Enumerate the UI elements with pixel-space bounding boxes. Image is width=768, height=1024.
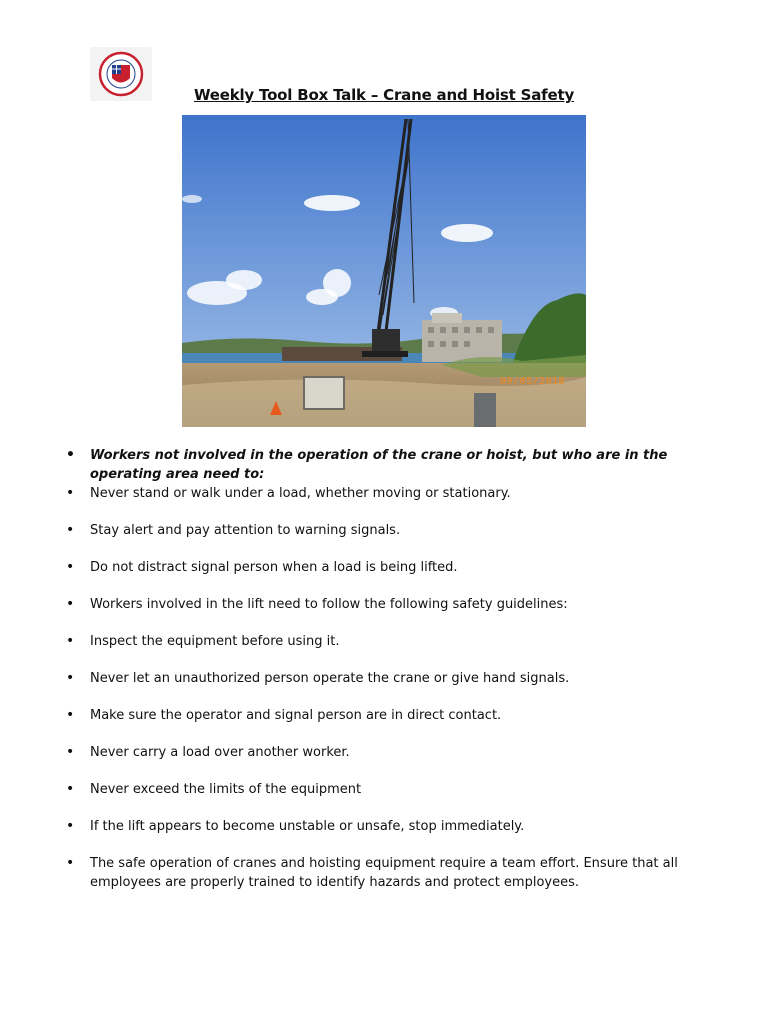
list-item: • Never exceed the limits of the equipment: [66, 780, 686, 799]
list-item: • If the lift appears to become unstable or unsafe, stop immediately.: [66, 817, 686, 836]
safety-bullet-list: [66, 446, 686, 892]
list-item: • The safe operation of cranes and hoisting equipment require a team effort. Ensure that all employees are properly trained to identify hazards and protect employees.: [66, 854, 686, 892]
list-item: • Never stand or walk under a load, whether moving or stationary.: [66, 484, 686, 503]
photo-timestamp: 09/05/2018: [500, 376, 566, 387]
list-item: • Never carry a load over another worker.: [66, 743, 686, 762]
list-item: • Make sure the operator and signal person are in direct contact.: [66, 706, 686, 725]
list-item: • Inspect the equipment before using it.: [66, 632, 686, 651]
page-title: Weekly Tool Box Talk – Crane and Hoist Safety: [193, 86, 575, 104]
list-item: • Never let an unauthorized person operate the crane or give hand signals.: [66, 669, 686, 688]
list-item: • Stay alert and pay attention to warning signals.: [66, 521, 686, 540]
list-item: • Do not distract signal person when a load is being lifted.: [66, 558, 686, 577]
list-item: • Workers not involved in the operation of the crane or hoist, but who are in the operating area need to:: [66, 446, 686, 484]
list-item: • Workers involved in the lift need to follow the following safety guidelines:: [66, 595, 686, 614]
